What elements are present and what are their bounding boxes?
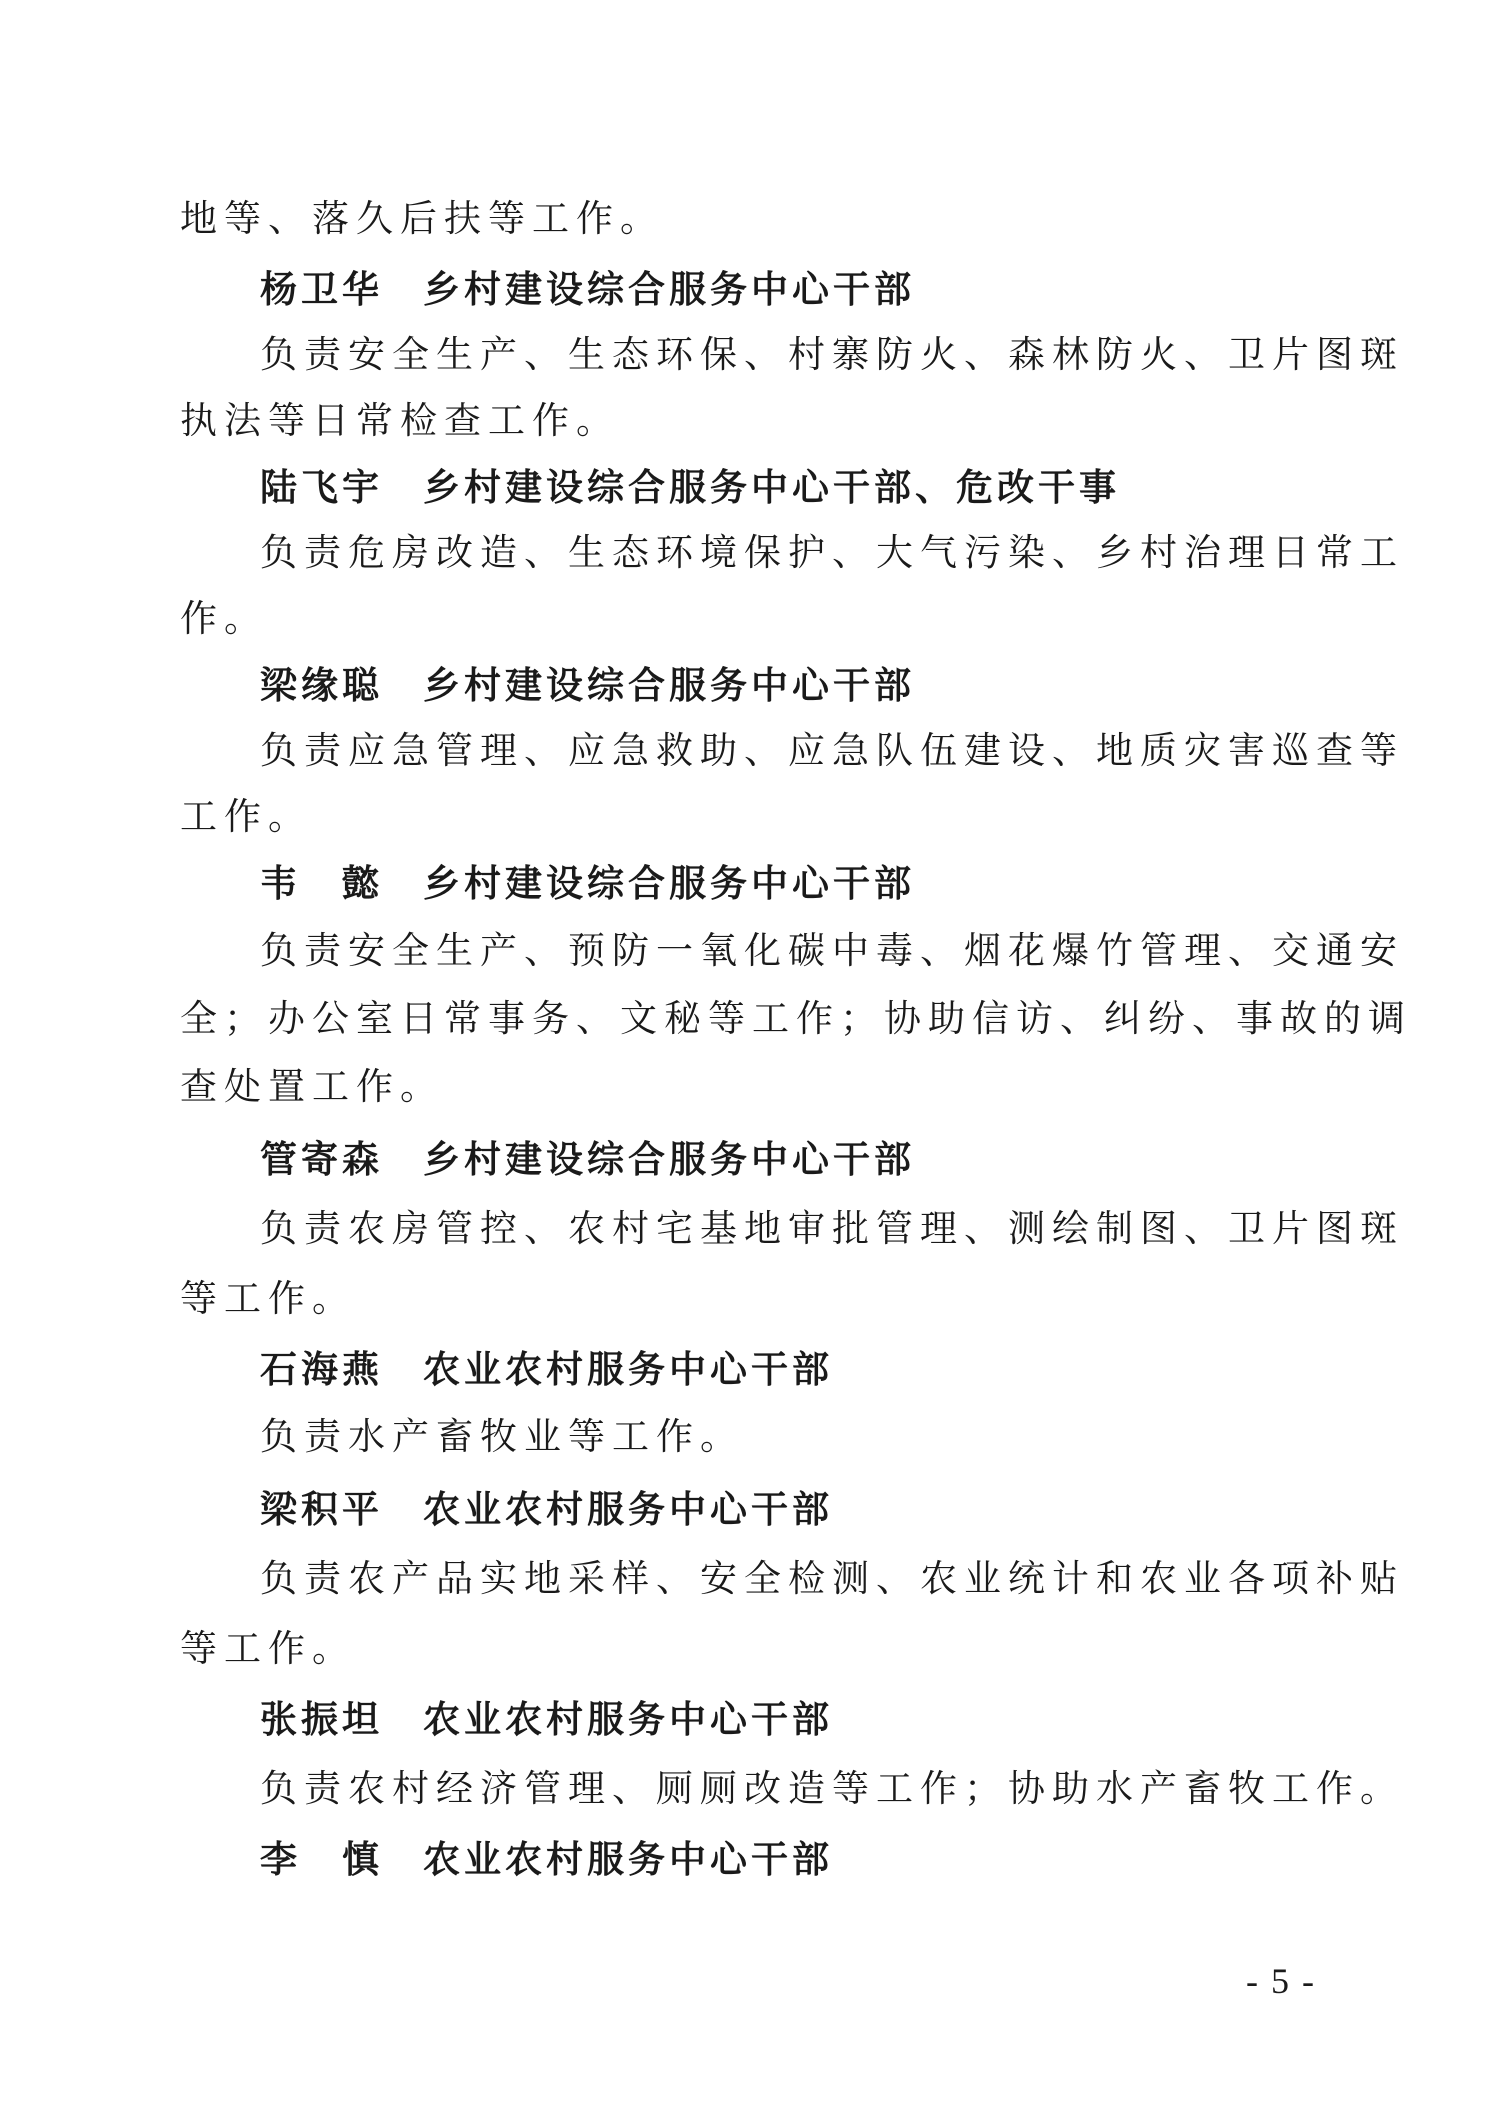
duty-line: 负责安全生产、生态环保、村寨防火、森林防火、卫片图斑: [260, 333, 1404, 376]
person-title: 农业农村服务中心干部: [423, 1347, 833, 1391]
person-name: 李 慎: [260, 1837, 383, 1881]
person-title: 农业农村服务中心干部: [423, 1697, 833, 1741]
entry-heading: [260, 1346, 1400, 1392]
entry-heading: [260, 662, 1400, 708]
person-name: 梁缘聪: [260, 663, 383, 707]
paragraph-continuation: 地等、落久后扶等工作。: [180, 197, 664, 240]
person-name: 梁积平: [260, 1487, 383, 1531]
person-title: 乡村建设综合服务中心干部: [423, 861, 915, 905]
duty-line: 执法等日常检查工作。: [180, 399, 620, 442]
entry-heading: [260, 1836, 1400, 1882]
person-name: 管寄森: [260, 1137, 383, 1181]
entry-heading: [260, 860, 1400, 906]
duty-line: 负责水产畜牧业等工作。: [260, 1415, 744, 1458]
person-name: 石海燕: [260, 1347, 383, 1391]
page-number: - 5 -: [1246, 1961, 1316, 2001]
duty-line: 负责农村经济管理、厕厕改造等工作；协助水产畜牧工作。: [260, 1767, 1404, 1810]
person-name: 韦 懿: [260, 861, 383, 905]
duty-line: 作。: [180, 597, 268, 640]
person-title: 农业农村服务中心干部: [423, 1487, 833, 1531]
person-title: 乡村建设综合服务中心干部、危改干事: [423, 465, 1120, 509]
duty-line: 负责危房改造、生态环境保护、大气污染、乡村治理日常工: [260, 531, 1404, 574]
duty-line: 负责安全生产、预防一氧化碳中毒、烟花爆竹管理、交通安: [260, 929, 1404, 972]
person-title: 农业农村服务中心干部: [423, 1837, 833, 1881]
person-title: 乡村建设综合服务中心干部: [423, 663, 915, 707]
person-name: 张振坦: [260, 1697, 383, 1741]
duty-line: 全；办公室日常事务、文秘等工作；协助信访、纠纷、事故的调: [180, 997, 1412, 1040]
person-title: 乡村建设综合服务中心干部: [423, 267, 915, 311]
duty-line: 负责农房管控、农村宅基地审批管理、测绘制图、卫片图斑: [260, 1207, 1404, 1250]
duty-line: 等工作。: [180, 1277, 356, 1320]
entry-heading: [260, 266, 1400, 312]
person-name: 杨卫华: [260, 267, 383, 311]
person-name: 陆飞宇: [260, 465, 383, 509]
entry-heading: [260, 1696, 1400, 1742]
duty-line: 工作。: [180, 795, 312, 838]
entry-heading: [260, 464, 1400, 510]
duty-line: 等工作。: [180, 1627, 356, 1670]
duty-line: 查处置工作。: [180, 1065, 444, 1108]
duty-line: 负责农产品实地采样、安全检测、农业统计和农业各项补贴: [260, 1557, 1404, 1600]
entry-heading: [260, 1136, 1400, 1182]
person-title: 乡村建设综合服务中心干部: [423, 1137, 915, 1181]
entry-heading: [260, 1486, 1400, 1532]
duty-line: 负责应急管理、应急救助、应急队伍建设、地质灾害巡查等: [260, 729, 1404, 772]
